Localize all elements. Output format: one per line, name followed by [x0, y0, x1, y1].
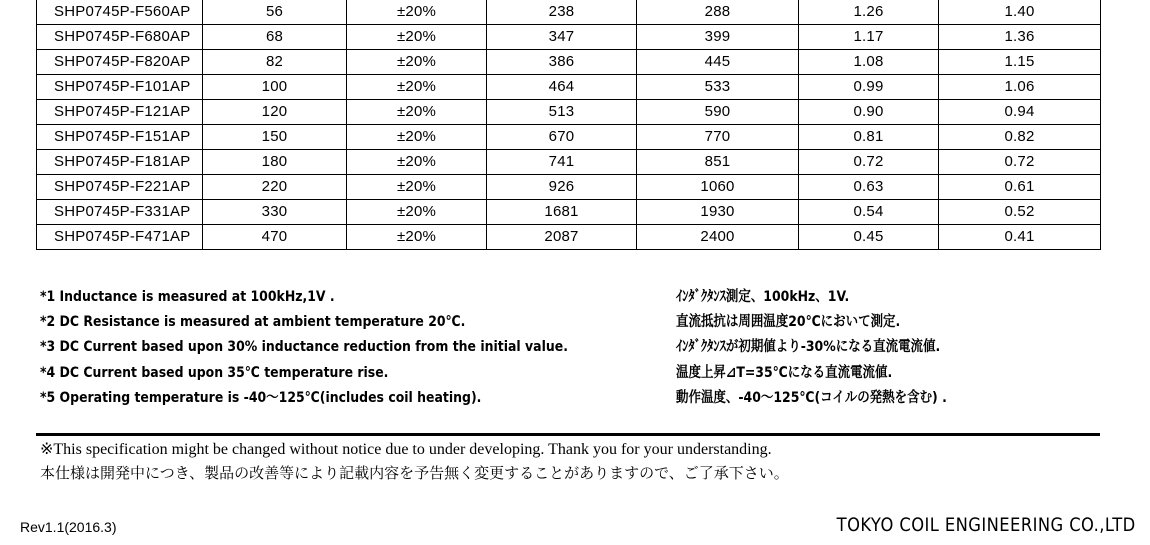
table-cell: 399 [637, 25, 799, 50]
table-cell: 0.82 [939, 125, 1101, 150]
table-cell: SHP0745P-F221AP [37, 175, 203, 200]
table-cell: 0.90 [799, 100, 939, 125]
table-cell: ±20% [347, 50, 487, 75]
table-cell: 470 [203, 225, 347, 250]
table-cell: 1.08 [799, 50, 939, 75]
table-cell: 2087 [487, 225, 637, 250]
table-cell: 386 [487, 50, 637, 75]
table-row [37, 25, 1101, 50]
table-cell: 1.40 [939, 0, 1101, 25]
table-cell: SHP0745P-F471AP [37, 225, 203, 250]
table-cell: ±20% [347, 200, 487, 225]
table-cell: 2400 [637, 225, 799, 250]
table-cell: SHP0745P-F560AP [37, 0, 203, 25]
table-cell: 120 [203, 100, 347, 125]
disclaimer-japanese: 本仕様は開発中につき、製品の改善等により記載内容を予告無く変更することがありますので、ご了承下さい。 [40, 464, 789, 482]
table-cell: 670 [487, 125, 637, 150]
note-en-3: *3 DC Current based upon 30% inductance reduction from the initial value. [40, 339, 568, 356]
table-cell: 0.54 [799, 200, 939, 225]
note-ja-3: ｲﾝﾀﾞｸﾀﾝｽが初期値より-30%になる直流電流値. [676, 339, 941, 356]
table-cell: 0.52 [939, 200, 1101, 225]
notes-japanese [676, 285, 947, 411]
table-cell: 464 [487, 75, 637, 100]
table-cell: 0.99 [799, 75, 939, 100]
table-cell: ±20% [347, 150, 487, 175]
table-cell: 0.72 [939, 150, 1101, 175]
table-cell: 926 [487, 175, 637, 200]
table-cell: 0.81 [799, 125, 939, 150]
table-cell: SHP0745P-F820AP [37, 50, 203, 75]
note-ja-4: 温度上昇⊿T=35℃になる直流電流値. [676, 364, 893, 381]
table-cell: 100 [203, 75, 347, 100]
table-cell: 0.72 [799, 150, 939, 175]
table-cell: 513 [487, 100, 637, 125]
table-cell: 220 [203, 175, 347, 200]
table-cell: ±20% [347, 25, 487, 50]
disclaimer-english: ※This specification might be changed without notice due to under developing. Thank you for your understanding. [40, 441, 772, 458]
table-row [37, 225, 1101, 250]
table-cell: 0.63 [799, 175, 939, 200]
section-divider [36, 433, 1100, 436]
table-cell: 68 [203, 25, 347, 50]
table-cell: 0.61 [939, 175, 1101, 200]
table-row [37, 175, 1101, 200]
table-cell: 0.41 [939, 225, 1101, 250]
table-cell: 1.17 [799, 25, 939, 50]
table-cell: SHP0745P-F151AP [37, 125, 203, 150]
table-cell: 180 [203, 150, 347, 175]
table-cell: 1.06 [939, 75, 1101, 100]
table-cell: ±20% [347, 0, 487, 25]
table-cell: ±20% [347, 100, 487, 125]
revision-label: Rev1.1(2016.3) [20, 519, 117, 535]
table-cell: 770 [637, 125, 799, 150]
spec-table-body [37, 0, 1101, 250]
spec-table [36, 0, 1101, 250]
table-cell: 1060 [637, 175, 799, 200]
table-cell: 238 [487, 0, 637, 25]
table-cell: 330 [203, 200, 347, 225]
table-cell: 1.36 [939, 25, 1101, 50]
note-en-1: *1 Inductance is measured at 100kHz,1V . [40, 289, 335, 305]
table-cell: 56 [203, 0, 347, 25]
table-cell: 533 [637, 75, 799, 100]
table-cell: 0.45 [799, 225, 939, 250]
note-ja-2: 直流抵抗は周囲温度20℃において測定. [676, 314, 901, 331]
table-cell: ±20% [347, 175, 487, 200]
notes-english [40, 285, 568, 411]
table-cell: 741 [487, 150, 637, 175]
table-row [37, 50, 1101, 75]
note-en-2: *2 DC Resistance is measured at ambient temperature 20℃. [40, 314, 466, 331]
table-cell: 288 [637, 0, 799, 25]
table-cell: 347 [487, 25, 637, 50]
table-cell: SHP0745P-F181AP [37, 150, 203, 175]
table-cell: 150 [203, 125, 347, 150]
table-row [37, 125, 1101, 150]
table-cell: SHP0745P-F680AP [37, 25, 203, 50]
table-cell: ±20% [347, 75, 487, 100]
table-cell: SHP0745P-F101AP [37, 75, 203, 100]
table-cell: 1.15 [939, 50, 1101, 75]
table-cell: 1681 [487, 200, 637, 225]
table-cell: 0.94 [939, 100, 1101, 125]
table-row [37, 0, 1101, 25]
table-cell: ±20% [347, 225, 487, 250]
table-cell: ±20% [347, 125, 487, 150]
table-cell: 851 [637, 150, 799, 175]
table-row [37, 200, 1101, 225]
table-cell: SHP0745P-F121AP [37, 100, 203, 125]
note-en-4: *4 DC Current based upon 35℃ temperature rise. [40, 364, 389, 381]
table-cell: 82 [203, 50, 347, 75]
table-cell: 1.26 [799, 0, 939, 25]
table-cell: 445 [637, 50, 799, 75]
note-ja-1: ｲﾝﾀﾞｸﾀﾝｽ測定、100kHz、1V. [676, 289, 850, 305]
table-cell: SHP0745P-F331AP [37, 200, 203, 225]
table-row [37, 100, 1101, 125]
note-ja-5: 動作温度、-40～125℃(コイルの発熱を含む) . [676, 389, 947, 406]
company-name: TOKYO COIL ENGINEERING CO.,LTD [837, 514, 1136, 536]
note-en-5: *5 Operating temperature is -40～125℃(includes coil heating). [40, 389, 482, 406]
table-row [37, 75, 1101, 100]
table-cell: 1930 [637, 200, 799, 225]
table-cell: 590 [637, 100, 799, 125]
table-row [37, 150, 1101, 175]
